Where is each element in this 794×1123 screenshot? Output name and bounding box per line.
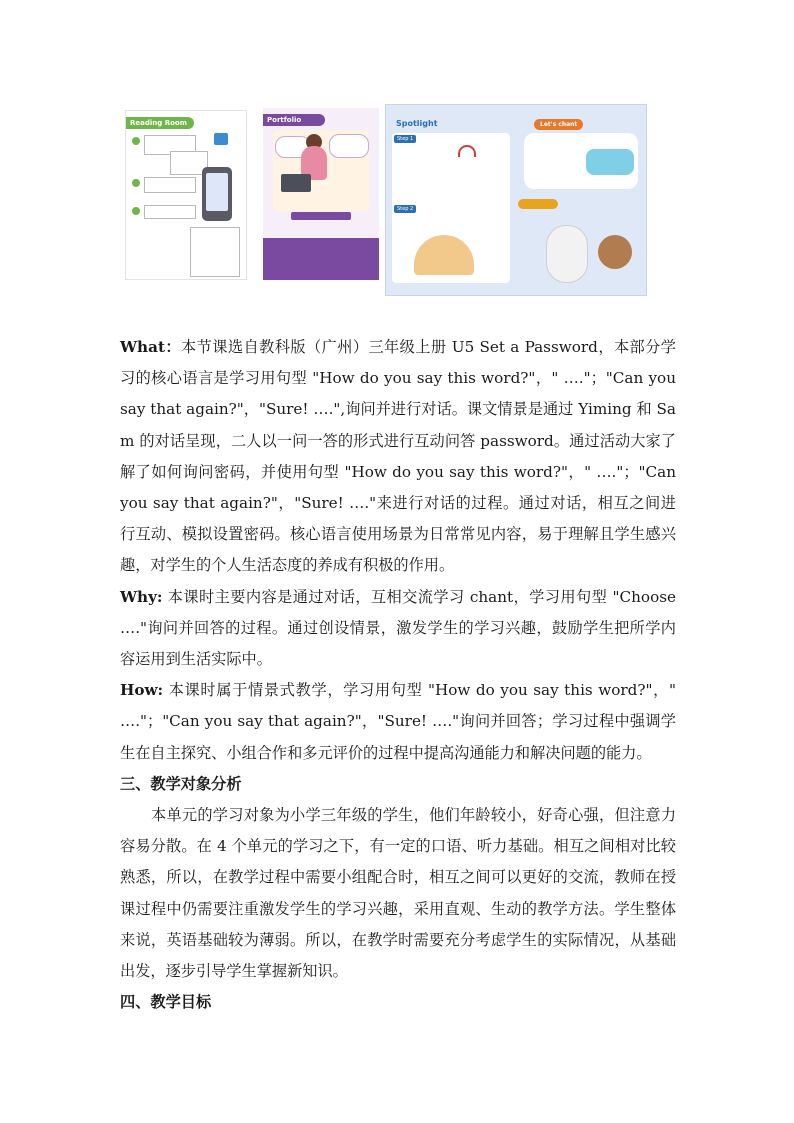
steps-table <box>190 227 240 277</box>
how-text: 本课时属于情景式教学，学习用句型 "How do you say this word?"，" …."；"Can you say that again?"，"Sure! …."询问并回答；学习过程中强调学生在自主探究、小组合作和多元评价的过程中提高沟通能力和解决问题的能力。 <box>120 681 677 762</box>
phone-icon <box>202 167 232 221</box>
laptop-icon <box>281 174 311 192</box>
how-label: How: <box>120 681 164 700</box>
word-box <box>144 205 196 219</box>
section-heading-4: 四、教学目标 <box>120 993 212 1012</box>
password-field <box>291 212 351 220</box>
how-paragraph <box>120 675 676 769</box>
spotlight-header: Spotlight <box>396 119 438 128</box>
step-marker-icon <box>132 137 140 145</box>
polar-bear-icon <box>546 225 588 283</box>
tree-icon <box>598 235 632 269</box>
learner-analysis-paragraph: 本单元的学习对象为小学三年级的学生，他们年龄较小，好奇心强，但注意力容易分散。在 4 个单元的学习之下，有一定的口语、听力基础。相互之间相对比较熟悉，所以，在教学过程中需要小组配合时，相互之间可以更好的交流，教师在授课过程中仍需要注重激发学生的学习兴趣，采用直观、生动的教学方法。学生整体来说，英语基础较为薄弱。所以，在教学时需要充分考虑学生的实际情况，从基础出发，逐步引导学生掌握新知识。 <box>120 806 676 981</box>
step-label: Step 2 <box>394 205 416 213</box>
what-label: What： <box>120 338 182 356</box>
word-box <box>144 177 196 193</box>
what-paragraph <box>120 332 676 582</box>
spotlight-page-image <box>385 104 647 296</box>
why-paragraph <box>120 582 676 676</box>
more-ideas-band <box>263 238 379 280</box>
document-body <box>120 332 676 1018</box>
lets-chant-header: Let's chant <box>534 119 583 130</box>
lock-icon <box>214 133 228 145</box>
step-label: Step 1 <box>394 135 416 143</box>
password-logo-icon <box>586 149 634 175</box>
why-text: 本课时主要内容是通过对话，互相交流学习 chant，学习用句型 "Choose …."询问并回答的过程。通过创设情景，激发学生的学习兴趣，鼓励学生把所学内容运用到生活实际中。 <box>120 587 676 669</box>
reading-room-header: Reading Room <box>126 117 194 129</box>
wifi-icon <box>458 145 476 157</box>
portfolio-page-image <box>263 108 379 280</box>
step-marker-icon <box>132 179 140 187</box>
reading-room-page-image <box>125 110 247 280</box>
textbook-thumbnails <box>125 104 645 296</box>
portfolio-header: Portfolio <box>263 114 325 126</box>
thought-bubble-icon <box>329 134 369 158</box>
section-tag <box>518 199 558 209</box>
what-text: 本节课选自教科版（广州）三年级上册 U5 Set a Password，本部分学习的核心语言是学习用句型 "How do you say this word?"，" …."；"Can you say that again?"，"Sure! ….",询问并进行对话。课文情景是通过 Yiming 和 Sam 的对话呈现，二人以一问一答的形式进行互动问答 password。通过活动大家了解了如何询问密码，并使用句型 "How do you say this word?"，" …."；"Can you say that again?"，"Sure! …."来进行对话的过程。通过对话，相互之间进行互动、模拟设置密码。核心语言使用场景为日常常见内容，易于理解且学生感兴趣，对学生的个人生活态度的养成有积极的作用。 <box>120 338 676 575</box>
why-label: Why: <box>120 587 163 606</box>
step-marker-icon <box>132 207 140 215</box>
section-heading-3: 三、教学对象分析 <box>120 774 242 793</box>
